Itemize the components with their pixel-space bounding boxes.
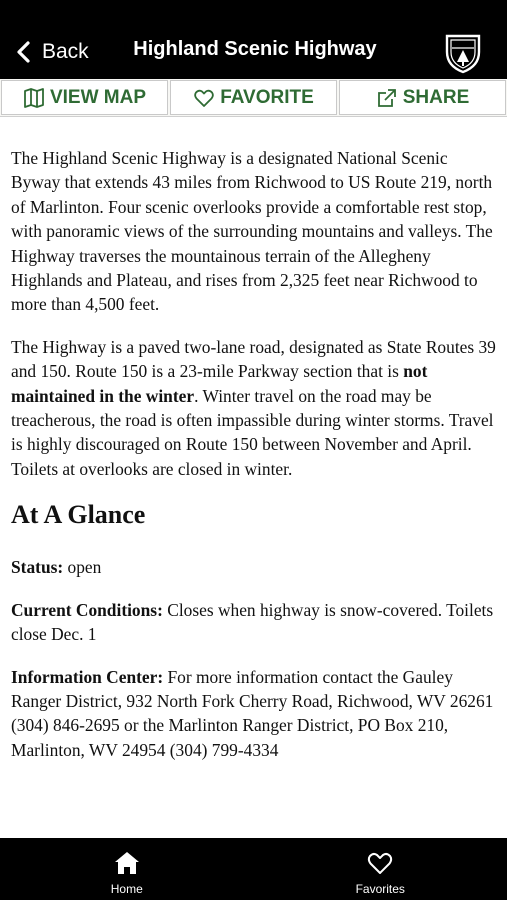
tab-home[interactable] xyxy=(0,838,254,900)
view-map-label: VIEW MAP xyxy=(49,86,147,108)
status-label: Status: xyxy=(11,557,64,578)
information-center-label: Information Center: xyxy=(11,666,164,687)
at-a-glance-heading: At A Glance xyxy=(11,500,146,530)
tab-home-label: Home xyxy=(110,882,143,896)
status-line xyxy=(11,555,499,579)
road-info-paragraph xyxy=(11,335,499,481)
back-button[interactable] xyxy=(12,36,89,68)
road-info-text-b: . Winter travel on the road may be treacherous, the road is often impassible during winter storms. Travel is highly discouraged on Route 150 between November and April. Toilets at overlooks are closed in winter. xyxy=(11,385,494,479)
heart-outline-icon xyxy=(193,87,215,109)
heart-outline-icon xyxy=(366,850,394,876)
view-map-button[interactable] xyxy=(1,80,168,115)
external-link-icon xyxy=(376,87,398,109)
information-center-value: For more information contact the Gauley Ranger District, 932 North Fork Cherry Road, Richwood, WV 26261 (304) 846-2695 or the Marlinton Ranger District, PO Box 210, Marlinton, WV 24954 (304) 799-4334 xyxy=(11,666,494,760)
conditions-line xyxy=(11,598,499,647)
share-label: SHARE xyxy=(402,86,470,108)
back-label: Back xyxy=(42,40,89,63)
bottom-tab-bar xyxy=(0,838,507,900)
tab-favorites[interactable] xyxy=(254,838,507,900)
conditions-label: Current Conditions: xyxy=(11,599,163,620)
favorite-label: FAVORITE xyxy=(220,86,314,108)
tab-favorites-label: Favorites xyxy=(355,882,405,896)
page-title: Highland Scenic Highway xyxy=(133,38,377,60)
description-content xyxy=(11,146,499,838)
favorite-button[interactable] xyxy=(170,80,337,115)
chevron-left-icon xyxy=(12,37,38,67)
conditions-value: Closes when highway is snow-covered. Toilets close Dec. 1 xyxy=(11,599,494,645)
intro-paragraph: The Highland Scenic Highway is a designated National Scenic Byway that extends 43 miles from Richwood to US Route 219, north of Marlinton. Four scenic overlooks provide a comfortable rest stop, with panoramic views of the surrounding mountains and valleys. The Highway traverses the mountainous terrain of the Allegheny Highlands and Plateau, and rises from 2,325 feet near Richwood to more than 4,500 feet. xyxy=(11,148,493,315)
home-icon xyxy=(113,850,141,876)
top-navigation-bar xyxy=(0,0,507,79)
information-center-line xyxy=(11,665,499,763)
road-info-text-a: The Highway is a paved two-lane road, designated as State Routes 39 and 150. Route 150 is a 23-mile Parkway section that is xyxy=(11,336,496,382)
status-value: open xyxy=(63,557,102,578)
map-icon xyxy=(23,87,45,109)
usda-forest-service-shield-icon xyxy=(443,32,483,74)
winter-warning-bold: not maintained in the winter xyxy=(11,361,428,406)
share-button[interactable] xyxy=(339,80,506,115)
action-bar xyxy=(0,79,507,117)
